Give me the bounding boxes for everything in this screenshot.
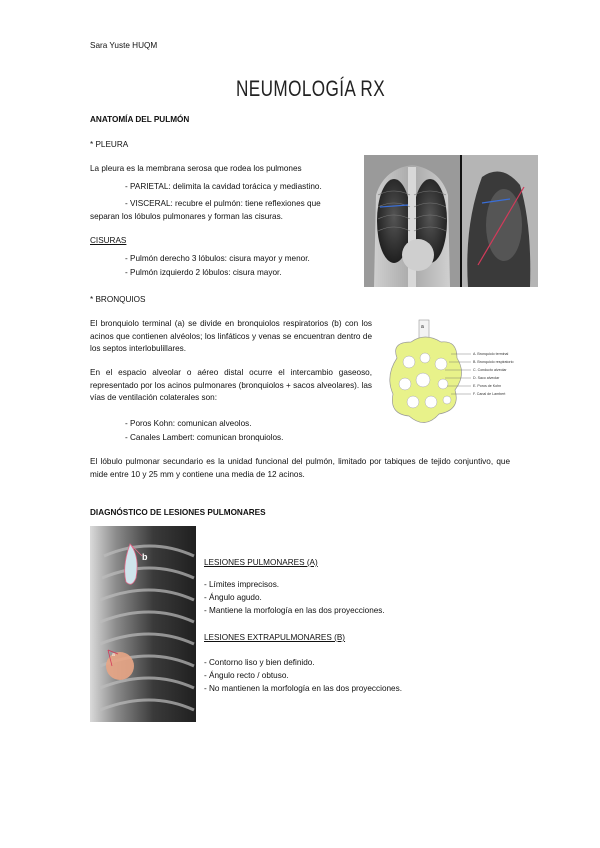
pulmonary-item: - Límites imprecisos. xyxy=(204,580,280,589)
chest-xray-image xyxy=(364,155,538,287)
legend-item: D. Saco alveolar xyxy=(473,376,500,380)
extrapulmonary-item: - Contorno liso y bien definido. xyxy=(204,658,315,667)
cisuras-item-derecho: - Pulmón derecho 3 lóbulos: cisura mayor y menor. xyxy=(125,254,310,263)
pleura-intro: La pleura es la membrana serosa que rodea los pulmones xyxy=(90,164,302,173)
legend-item: A. Bronquiolo terminal xyxy=(473,352,509,356)
cisuras-item-izquierdo: - Pulmón izquierdo 2 lóbulos: cisura mayor. xyxy=(125,268,282,277)
acinus-diagram xyxy=(385,318,545,438)
pleura-item-parietal: - PARIETAL: delimita la cavidad torácica y mediastino. xyxy=(125,182,322,191)
pleura-item-visceral: - VISCERAL: recubre el pulmón: tiene reflexiones que separan los lóbulos pulmonares y forman las cisuras. xyxy=(90,199,321,221)
extrapulmonary-item: - No mantienen la morfología en las dos proyecciones. xyxy=(204,684,402,693)
lesion-xray-image xyxy=(90,526,196,722)
diagram-label-a: a xyxy=(421,324,424,330)
legend-item: B. Bronquiolo respiratorio xyxy=(473,360,514,364)
section-heading-diagnostico: DIAGNÓSTICO DE LESIONES PULMONARES xyxy=(90,508,266,517)
legend-item: C. Conducto alveolar xyxy=(473,368,507,372)
cisuras-heading: CISURAS xyxy=(90,236,127,245)
pulmonary-item: - Mantiene la morfología en las dos proyecciones. xyxy=(204,606,385,615)
extrapulmonary-item: - Ángulo recto / obtuso. xyxy=(204,671,289,680)
bronquios-paragraph-2: En el espacio alveolar o aéreo distal ocurre el intercambio gaseoso, representado por los acinos pulmonares (bronquiolos + sacos alveolares). las vías de ventilación colaterales son: xyxy=(90,368,372,402)
page-title-wrap xyxy=(236,76,427,102)
bronquios-paragraph-1: El bronquiolo terminal (a) se divide en bronquiolos respiratorios (b) con los acinos que contienen alvéolos; los linfáticos y venas se encuentran dentro de los septos interlobulillares. xyxy=(90,319,372,353)
pulmonary-item: - Ángulo agudo. xyxy=(204,593,262,602)
pulmonary-lesion xyxy=(106,652,134,680)
author-header: Sara Yuste HUQM xyxy=(90,41,158,50)
legend-item: F. Canal de Lambert xyxy=(473,392,506,396)
bronquios-item-kohn: - Poros Kohn: comunican alveolos. xyxy=(125,419,252,428)
pulmonary-lesions-heading: LESIONES PULMONARES (A) xyxy=(204,558,318,567)
bronquios-item-lambert: - Canales Lambert: comunican bronquiolos. xyxy=(125,433,284,442)
section-heading-anatomia: ANATOMÍA DEL PULMÓN xyxy=(90,115,190,124)
legend-item: E. Poros de Kohn xyxy=(473,384,502,388)
bronquios-paragraph-3: El lóbulo pulmonar secundario es la unidad funcional del pulmón, limitado por tabiques de tejido conjuntivo, que mide entre 10 y 25 mm y contiene una media de 12 acinos. xyxy=(90,457,510,479)
bronquios-heading: * BRONQUIOS xyxy=(90,295,146,304)
extrapulmonary-lesions-heading: LESIONES EXTRAPULMONARES (B) xyxy=(204,633,346,642)
xray-label-b: b xyxy=(142,552,148,562)
diagram-legend xyxy=(473,350,514,398)
page-title: NEUMOLOGÍA RX xyxy=(236,76,386,101)
xray-label-a: a xyxy=(112,652,115,658)
pleura-heading: * PLEURA xyxy=(90,140,129,149)
